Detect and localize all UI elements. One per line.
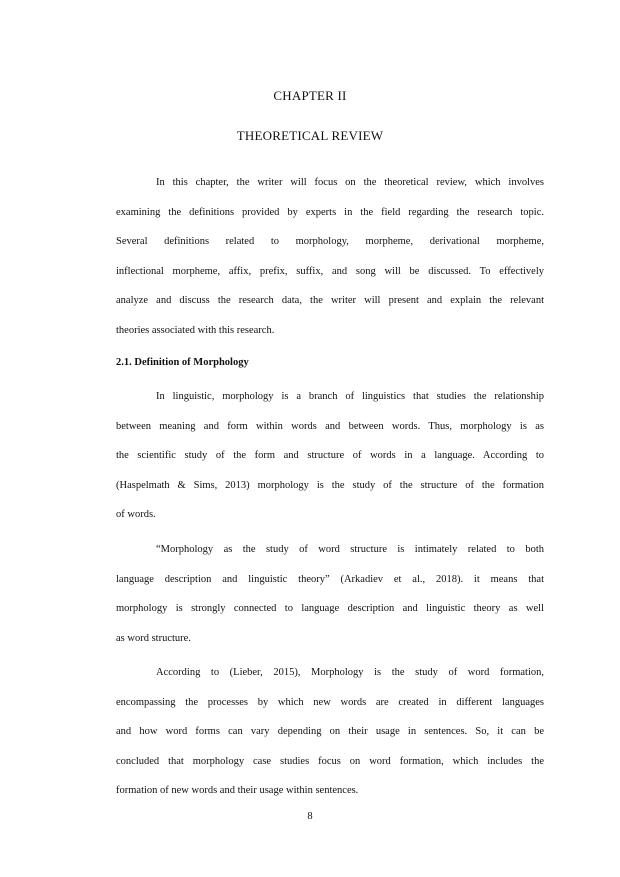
paragraph-line: encompassing the processes by which new words are created in different languages (116, 696, 544, 708)
paragraph-line: morphology is strongly connected to language description and linguistic theory as well (116, 603, 544, 615)
paragraph-line: as word structure. (116, 632, 191, 644)
paragraph-line: In linguistic, morphology is a branch of linguistics that studies the relationship (156, 391, 544, 402)
intro-paragraph (116, 168, 544, 346)
paragraph-line: analyze and discuss the research data, the writer will present and explain the relevant (116, 295, 544, 307)
paragraph-line: the scientific study of the form and structure of words in a language. According to (116, 450, 544, 462)
paragraph-line: between meaning and form within words and between words. Thus, morphology is as (116, 420, 544, 432)
paragraph-line: “Morphology as the study of word structure is intimately related to both (156, 544, 544, 555)
paragraph-line: concluded that morphology case studies focus on word formation, which includes the (116, 755, 544, 767)
section-heading: 2.1. Definition of Morphology (116, 357, 249, 368)
page-number: 8 (307, 811, 313, 822)
paragraph-line: Several definitions related to morphology, morpheme, derivational morpheme, (116, 236, 544, 248)
morphology-paragraph-3 (116, 658, 544, 806)
paragraph-line: inflectional morpheme, affix, prefix, suffix, and song will be discussed. To effectively (116, 265, 544, 277)
paragraph-line: (Haspelmath & Sims, 2013) morphology is the study of the structure of the formation (116, 479, 544, 491)
paragraph-line: examining the definitions provided by experts in the field regarding the research topic. (116, 206, 544, 218)
paragraph-line: and how word forms can vary depending on their usage in sentences. So, it can be (116, 726, 544, 738)
chapter-number: CHAPTER II (273, 88, 347, 103)
chapter-title: THEORETICAL REVIEW (236, 128, 384, 143)
paragraph-line: theories associated with this research. (116, 324, 275, 336)
paragraph-line: of words. (116, 509, 156, 521)
paragraph-line: formation of new words and their usage within sentences. (116, 785, 359, 797)
paragraph-line: According to (Lieber, 2015), Morphology is the study of word formation, (156, 667, 544, 678)
paragraph-line: language description and linguistic theory” (Arkadiev et al., 2018). it means that (116, 573, 544, 585)
paragraph-line: In this chapter, the writer will focus on the theoretical review, which involves (156, 177, 544, 188)
morphology-paragraph-2 (116, 535, 544, 653)
morphology-paragraph-1 (116, 382, 544, 530)
